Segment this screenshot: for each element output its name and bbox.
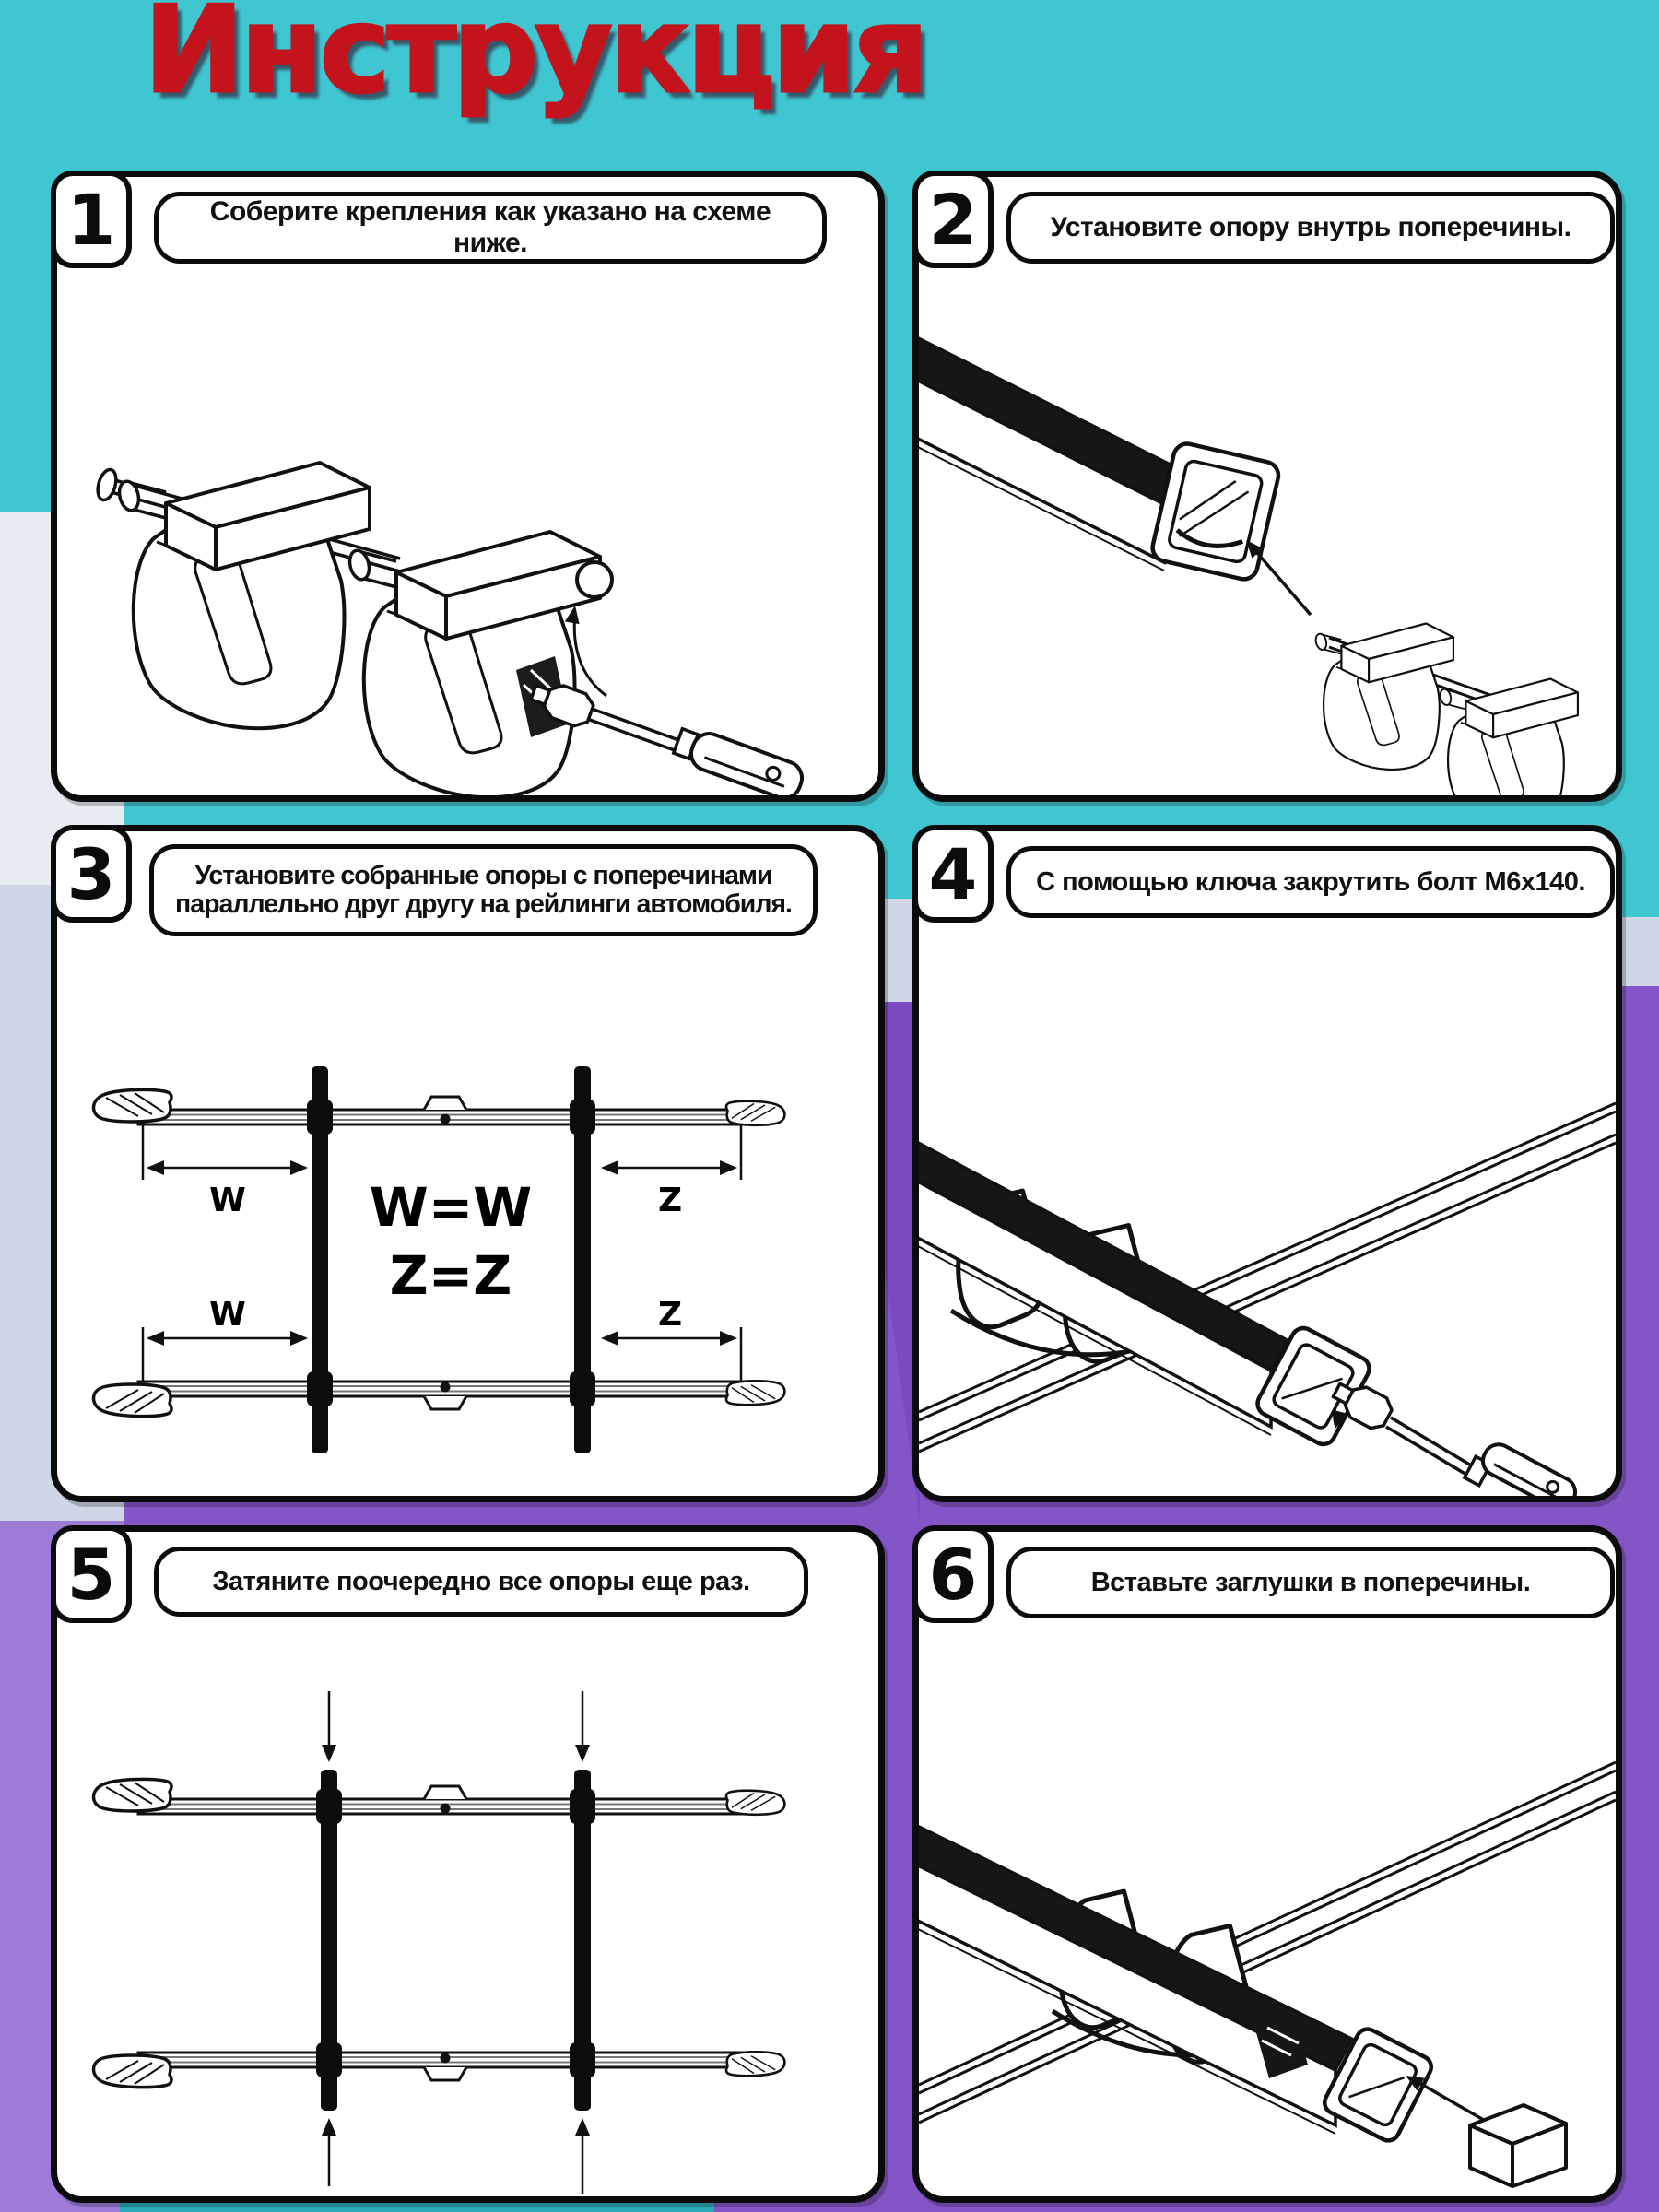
wrench-icon bbox=[1328, 1375, 1580, 1496]
tighten-supports-diagram bbox=[57, 1622, 878, 2196]
bolt-tightening-drawing bbox=[919, 924, 1616, 1496]
end-cap-icon bbox=[1470, 2105, 1566, 2186]
w-equation: W=W bbox=[369, 1176, 533, 1239]
crossbar-tube-drawing bbox=[919, 269, 1616, 795]
step-number-badge: 4 bbox=[912, 825, 994, 923]
z-equation: Z=Z bbox=[389, 1244, 512, 1307]
w-label: W bbox=[209, 1296, 246, 1334]
instruction-banner: С помощью ключа закрутить болт М6х140. bbox=[1006, 846, 1615, 918]
panel-1 bbox=[51, 171, 885, 802]
end-cap-drawing bbox=[919, 1624, 1616, 2196]
instruction-banner: Затяните поочередно все опоры еще раз. bbox=[154, 1547, 808, 1617]
step-number-badge: 5 bbox=[51, 1525, 132, 1623]
panel-2 bbox=[912, 171, 1622, 802]
page-title: Инструкция bbox=[144, 0, 925, 120]
panel-4 bbox=[912, 825, 1622, 1502]
panel-6 bbox=[912, 1525, 1622, 2203]
instruction-banner: Соберите крепления как указано на схеме ниже. bbox=[154, 192, 827, 264]
step-number-badge: 6 bbox=[912, 1525, 994, 1623]
panel-5 bbox=[51, 1525, 885, 2203]
step-number-badge: 1 bbox=[51, 171, 132, 268]
panel-3 bbox=[51, 825, 885, 1502]
clamp-assembly-drawing bbox=[57, 274, 878, 795]
instruction-banner: Установите опору внутрь поперечины. bbox=[1006, 192, 1615, 264]
z-label: Z bbox=[657, 1182, 683, 1219]
w-label: W bbox=[209, 1182, 246, 1219]
insert-arrow-icon bbox=[1253, 547, 1311, 615]
instruction-banner: Установите собранные опоры с поперечинами параллельно друг другу на рейлинги автомобиля. bbox=[149, 844, 818, 936]
instruction-banner: Вставьте заглушки в поперечины. bbox=[1006, 1547, 1615, 1618]
step-number-badge: 2 bbox=[912, 171, 994, 268]
press-arrows bbox=[329, 1691, 582, 2194]
spacing-diagram bbox=[57, 942, 878, 1496]
z-label: Z bbox=[657, 1296, 683, 1334]
step-number-badge: 3 bbox=[51, 825, 132, 923]
